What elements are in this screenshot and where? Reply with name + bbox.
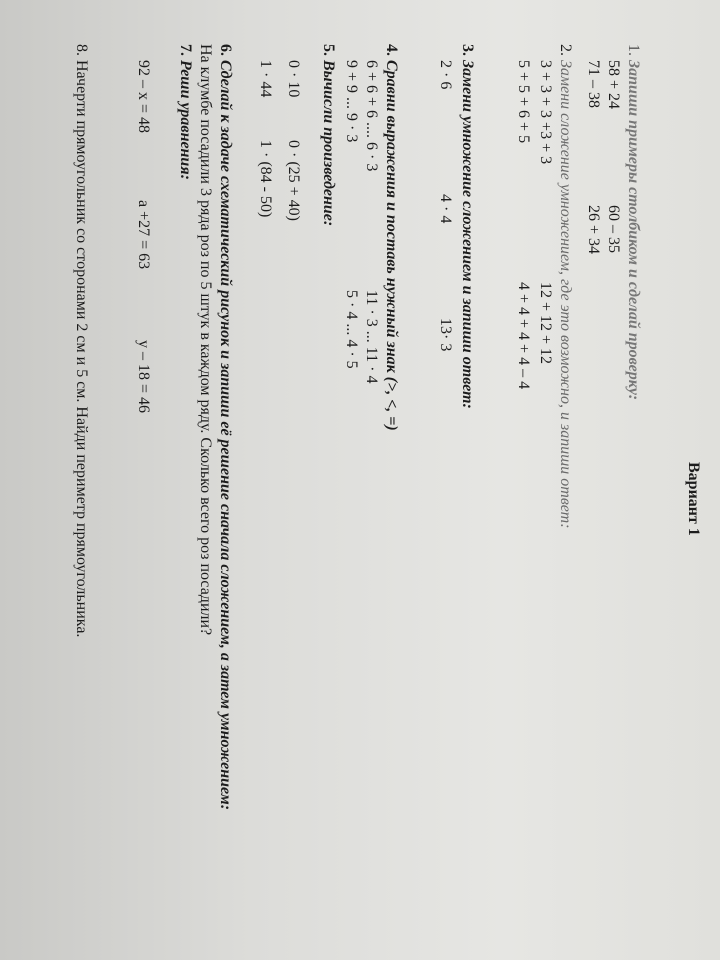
task-1-example-2: 71 – 38	[585, 60, 602, 108]
task-4-heading	[382, 44, 400, 431]
task-5-number: 5.	[320, 44, 337, 56]
task-5-example-1: 0 · 10	[285, 60, 302, 98]
task-3-text: Замени умножение сложением и запиши ответ:	[459, 60, 476, 409]
task-1-example-4: 26 + 34	[585, 205, 602, 255]
task-2-example-2: 5 + 5 + 6 + 5	[515, 60, 532, 144]
task-5-heading	[319, 44, 337, 226]
task-5-example-4: 1 · (84 - 50)	[257, 140, 274, 218]
task-2-text: Замени сложение умножением, где это возможно, и запиши ответ:	[557, 60, 574, 529]
task-7-number: 7.	[177, 44, 194, 56]
task-6-problem: На клумбе посадили 3 ряда роз по 5 штук в каждом ряду. Сколько всего роз посадили?	[197, 44, 214, 636]
task-1-number: 1.	[625, 44, 642, 56]
task-2-example-4: 4 + 4 + 4 + 4 – 4	[515, 282, 532, 390]
task-5-text: Вычисли произведение:	[320, 60, 337, 227]
task-5-example-2: 1 · 44	[257, 60, 274, 98]
task-7-equation-3: y – 18 = 46	[135, 340, 152, 414]
task-8-number: 8.	[73, 44, 90, 56]
task-1-text: Запиши примеры столбиком и сделай проверку:	[625, 60, 642, 401]
task-2-number: 2.	[557, 44, 574, 56]
task-2-example-3: 12 + 12 + 12	[537, 282, 554, 365]
task-8-text: Начерти прямоугольник со сторонами 2 см и 5 см. Найди периметр прямоугольника.	[73, 60, 90, 638]
task-6-text: Сделай к задаче схематический рисунок и запиши её решение сначала сложением, а затем умножением:	[217, 60, 234, 811]
task-4-example-3: 11 · 3 ... 11 · 4	[363, 290, 380, 384]
task-2-heading	[556, 44, 574, 529]
task-3-item-2: 4 · 4	[437, 194, 454, 224]
task-6-heading	[216, 44, 234, 810]
task-3-heading	[458, 44, 476, 409]
task-7-equation-1: 92 – x = 48	[135, 60, 152, 134]
task-5-example-3: 0 · (25 + 40)	[285, 140, 302, 222]
variant-title: Вариант 1	[685, 462, 702, 536]
task-1-example-1: 58 + 24	[605, 60, 622, 110]
task-7-heading	[176, 44, 194, 180]
task-2-example-1: 3 + 3 + 3 +3 + 3	[537, 60, 554, 165]
task-7-text: Реши уравнения:	[177, 60, 194, 180]
task-3-item-3: 13· 3	[437, 318, 454, 352]
task-1-example-3: 60 – 35	[605, 205, 622, 253]
task-7-equation-2: a +27 = 63	[135, 200, 152, 270]
task-4-number: 4.	[383, 44, 400, 56]
task-4-text: Сравни выражения и поставь нужный знак (>, <, =)	[383, 60, 400, 431]
task-4-example-1: 6 + 6 + 6 .... 6 · 3	[363, 60, 380, 172]
task-4-example-4: 5 · 4 ... 4 · 5	[343, 290, 360, 369]
task-4-example-2: 9 + 9 ... 9 · 3	[343, 60, 360, 143]
task-3-number: 3.	[459, 44, 476, 56]
task-1-heading	[624, 44, 642, 400]
task-6-number: 6.	[217, 44, 234, 56]
task-3-item-1: 2 · 6	[437, 60, 454, 90]
task-8-heading	[72, 44, 90, 637]
